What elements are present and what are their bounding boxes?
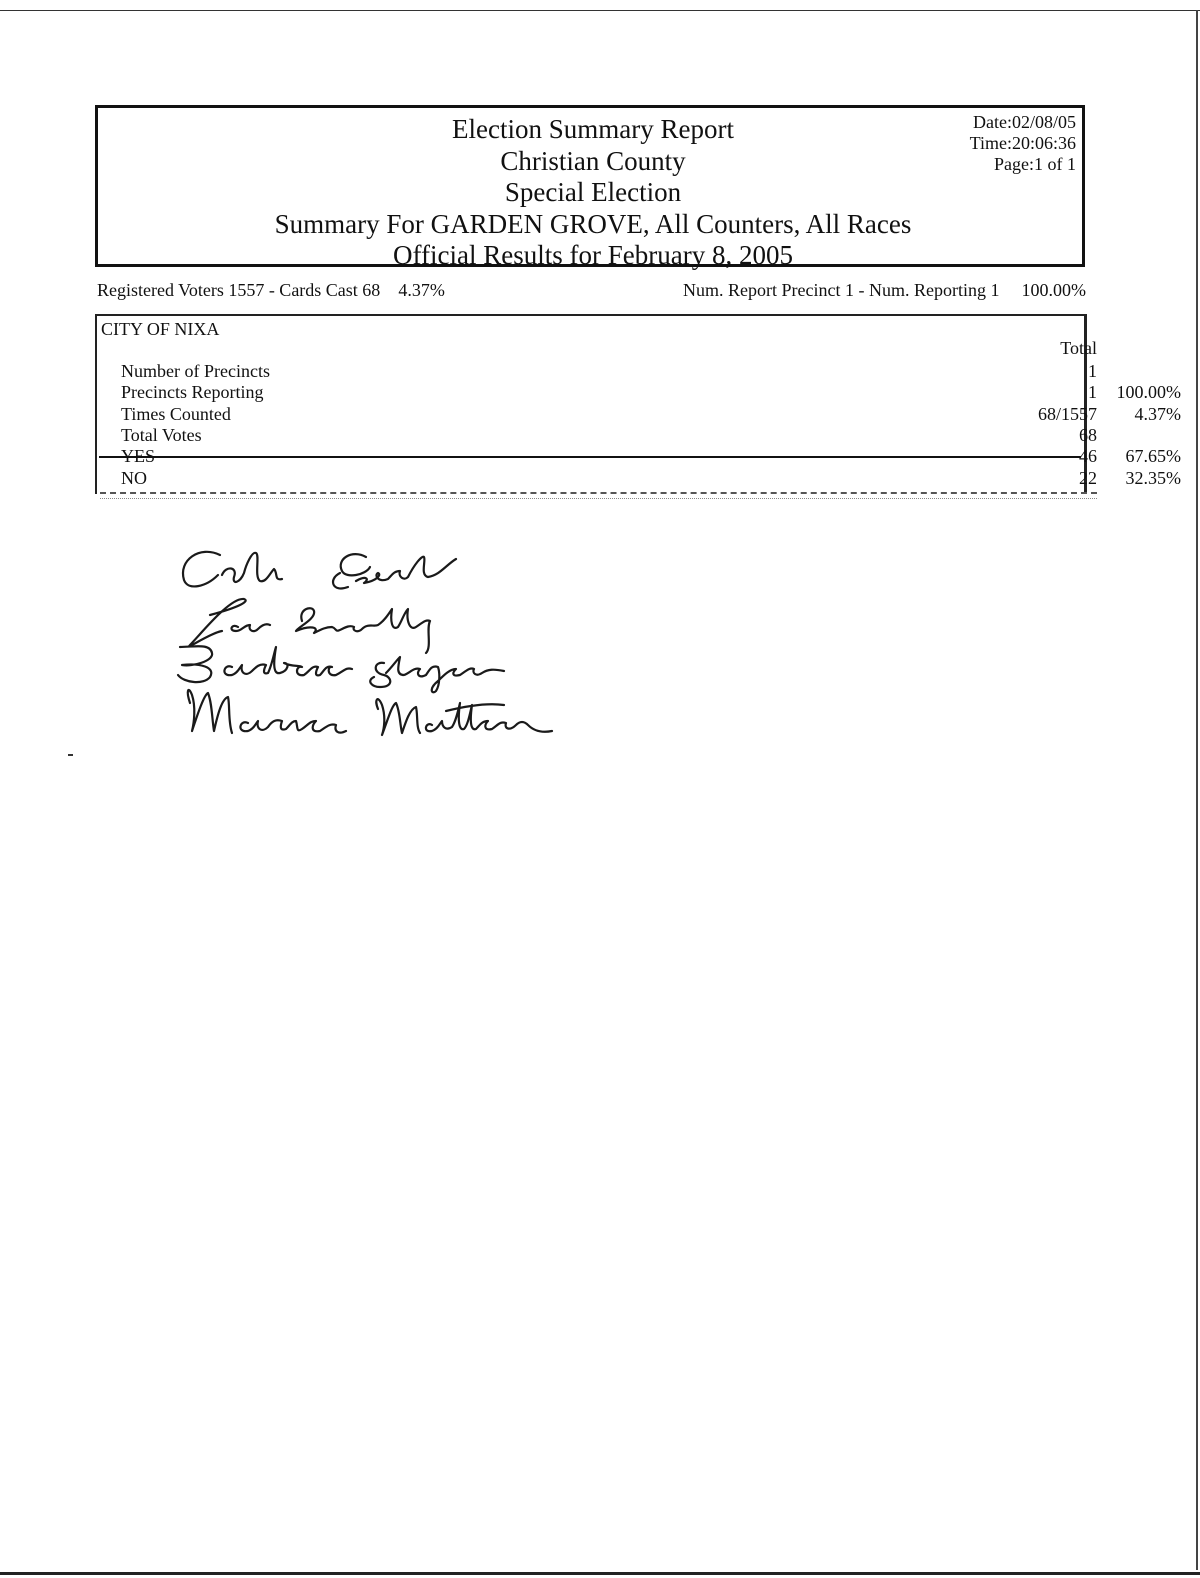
- reporting-pct: 100.00%: [1021, 280, 1086, 300]
- county-name: Christian County: [500, 145, 686, 176]
- signatures-image: [170, 535, 590, 755]
- row-label: Number of Precincts: [121, 361, 270, 381]
- table-row: [97, 361, 1097, 382]
- report-title-block: [98, 114, 1088, 272]
- scan-speck: [68, 754, 73, 756]
- row-value: 1: [1088, 382, 1097, 402]
- row-label: Total Votes: [121, 425, 202, 445]
- reporting-summary: [683, 280, 1086, 301]
- choice-percent: 67.65%: [1125, 446, 1181, 466]
- row-label: Times Counted: [121, 404, 231, 424]
- table-bottom-edge: [100, 492, 1097, 499]
- choice-percent: 32.35%: [1125, 468, 1181, 488]
- scan-edge-top: [0, 10, 1200, 11]
- scan-edge-bottom: [0, 1572, 1200, 1575]
- report-meta: [970, 112, 1076, 175]
- row-value: 1: [1088, 361, 1097, 381]
- turnout-pct: 4.37%: [398, 280, 445, 300]
- signature-3: [178, 646, 504, 692]
- row-percent: 4.37%: [1134, 404, 1181, 424]
- choice-votes: 22: [1079, 468, 1097, 488]
- scan-edge-right: [1196, 10, 1198, 1570]
- total-column-header: Total: [1060, 338, 1097, 358]
- report-time: Time:20:06:36: [969, 133, 1076, 153]
- race-results-table: [95, 314, 1181, 494]
- registered-voters-text: Registered Voters 1557 - Cards Cast 68: [97, 280, 381, 300]
- row-label: Precincts Reporting: [121, 382, 264, 402]
- choice-row-no: [97, 468, 1181, 489]
- choice-label: NO: [121, 468, 147, 488]
- summary-scope: Summary For GARDEN GROVE, All Counters, All Races: [274, 208, 912, 239]
- race-title: CITY OF NIXA: [101, 319, 220, 339]
- row-value: 68: [1079, 425, 1097, 445]
- table-row: [97, 382, 1181, 403]
- table-row: [97, 404, 1181, 425]
- reporting-text: Num. Report Precinct 1 - Num. Reporting 1: [683, 280, 1000, 300]
- report-date: Date:02/08/05: [973, 112, 1076, 132]
- signature-block: [170, 535, 590, 755]
- signature-2: [189, 599, 430, 653]
- voter-summary: [97, 280, 445, 301]
- election-type: Special Election: [504, 177, 682, 207]
- choice-label: YES: [121, 446, 156, 466]
- table-row: [97, 425, 1097, 446]
- signature-1: [183, 552, 456, 589]
- row-value: 68/1557: [1037, 404, 1097, 424]
- report-title: Election Summary Report: [452, 114, 734, 144]
- row-percent: 100.00%: [1116, 382, 1181, 402]
- official-results-line: Official Results for February 8, 2005: [393, 240, 793, 270]
- report-header: [95, 105, 1085, 270]
- choice-row-yes: [97, 446, 1181, 467]
- choice-votes: 46: [1079, 446, 1097, 466]
- signature-4: [188, 690, 552, 735]
- report-page: Page:1 of 1: [994, 154, 1076, 174]
